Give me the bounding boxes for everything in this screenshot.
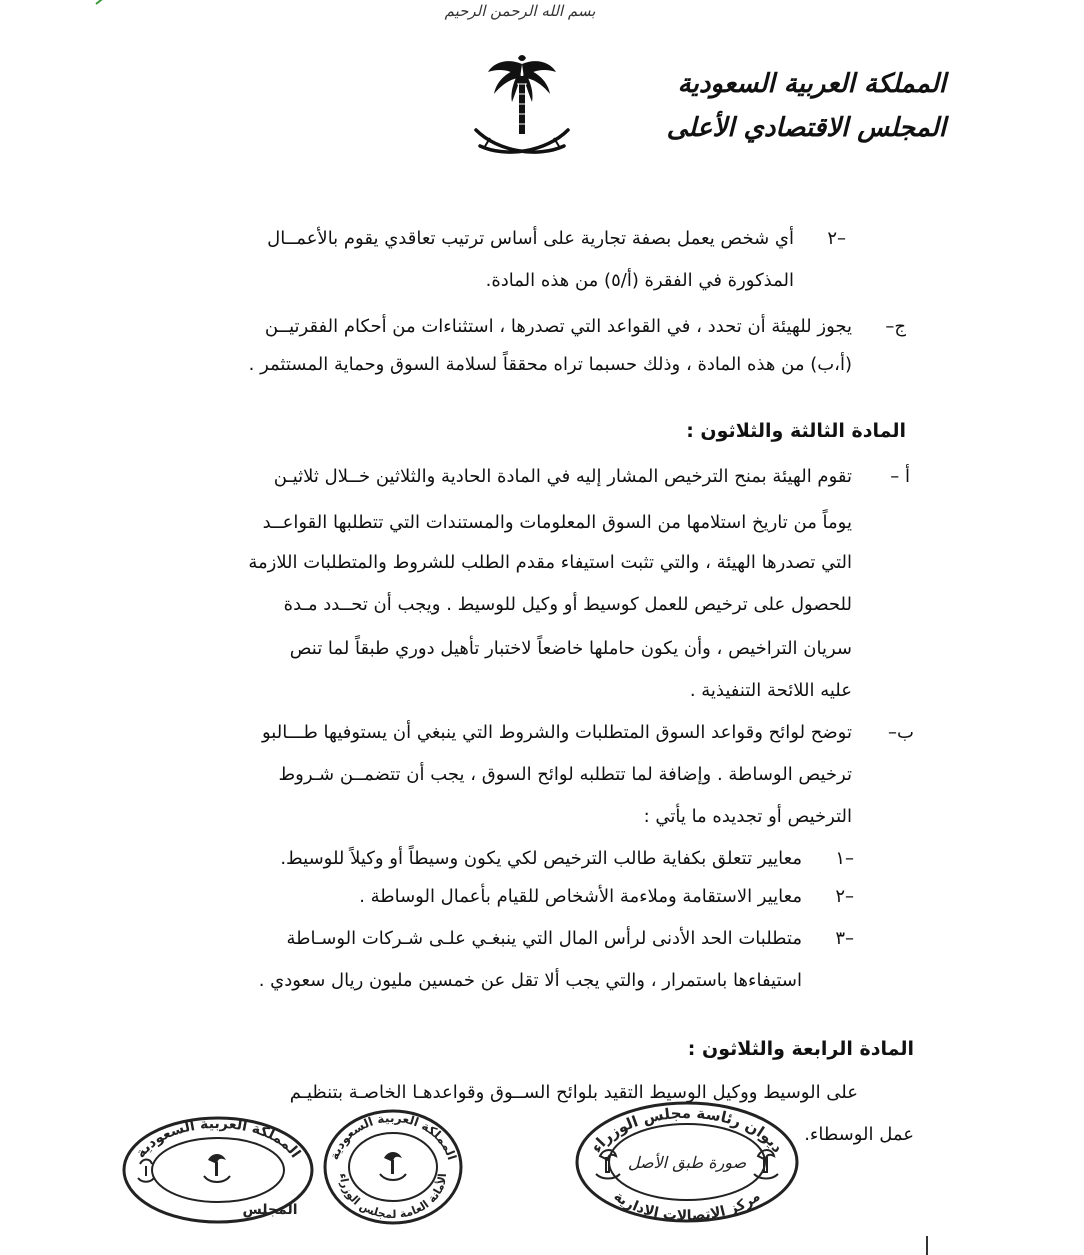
article-33-item-b-line-2: ترخيص الوساطة . وإضافة لما تتطلبه لوائح السوق ، يجب أن تتضمــن شـروط (278, 764, 852, 785)
stamp-left-bottom-text: المجلس (242, 1202, 298, 1218)
article-33-item-b-marker: ب– (888, 722, 914, 743)
article-33-item-a-line-5: سريان التراخيص ، وأن يكون حاملها خاضعاً لاختبار تأهيل دوري طبقاً لما تنص (289, 638, 852, 659)
item-c-line-1: يجوز للهيئة أن تحدد ، في القواعد التي تصدرها ، استثناءات من أحكام الفقرتيــن (264, 316, 852, 337)
article-34-line-1: على الوسيط ووكيل الوسيط التقيد بلوائح الســوق وقواعدهـا الخاصـة بتنظيـم (289, 1082, 858, 1103)
item-c-line-2: (أ،ب) من هذه المادة ، وذلك حسبما تراه محققاً لسلامة السوق وحماية المستثمر . (248, 354, 852, 375)
article-33-item-b-line-3: الترخيص أو تجديده ما يأتي : (643, 806, 852, 827)
subitem-2-line-1: معايير الاستقامة وملاءمة الأشخاص للقيام بأعمال الوساطة . (359, 886, 802, 907)
subitem-2-marker: ٢– (835, 886, 854, 907)
svg-text:مركز الاتصالات الإدارية (611, 1188, 764, 1224)
council-stamp (120, 1114, 316, 1226)
subitem-1-line-1: معايير تتعلق بكفاية طالب الترخيص لكي يكون وسيطاً أو وكيلاً للوسيط. (280, 848, 802, 869)
item-2-marker: ٢– (827, 228, 846, 249)
subitem-3-line-1: متطلبات الحد الأدنى لرأس المال التي ينبغـي علـى شـركات الوسـاطة (286, 928, 802, 949)
page-edge-mark (926, 1236, 928, 1255)
article-33-heading: المادة الثالثة والثلاثون : (686, 420, 906, 442)
article-33-item-a-line-2: يوماً من تاريخ استلامها من السوق المعلومات والمستندات التي تتطلبها القواعــد (262, 512, 852, 533)
letterhead (667, 66, 946, 148)
stamp-right-center-text: صورة طبق الأصل (627, 1153, 747, 1172)
stamp-left-outer-text: المملكة العربية السعودية (132, 1115, 304, 1162)
article-33-item-a-marker: أ – (890, 466, 910, 487)
stamp-middle-emblem-icon (380, 1152, 406, 1180)
article-33-item-a-line-6: عليه اللائحة التنفيذية . (689, 680, 852, 701)
article-34-heading: المادة الرابعة والثلاثون : (687, 1038, 914, 1060)
article-33-item-a-line-1: تقوم الهيئة بمنح الترخيص المشار إليه في المادة الحادية والثلاثين خــلال ثلاثيـن (273, 466, 852, 487)
item-2-line-2: المذكورة في الفقرة (أ/٥) من هذه المادة. (485, 270, 794, 291)
subitem-3-marker: ٣– (835, 928, 854, 949)
subitem-3-line-2: استيفاءها باستمرار ، والتي يجب ألا تقل عن خمسين مليون ريال سعودي . (258, 970, 802, 991)
svg-text:ديوان رئاسة مجلس الوزراء (587, 1104, 787, 1156)
article-33-item-a-line-4: للحصول على ترخيص للعمل كوسيط أو وكيل للوسيط . ويجب أن تحــدد مـدة (283, 594, 852, 615)
basmala: بسم الله الرحمن الرحيم (444, 2, 596, 20)
council-name: المجلس الاقتصادي الأعلى (666, 113, 946, 143)
cabinet-stamp (574, 1100, 800, 1224)
article-33-item-a-line-3: التي تصدرها الهيئة ، والتي تثبت استيفاء مقدم الطلب للشروط والمتطلبات اللازمة (248, 552, 852, 573)
article-33-item-b-line-1: توضح لوائح وقواعد السوق المتطلبات والشروط التي ينبغي أن يستوفيها طـــالبو (261, 722, 852, 743)
kingdom-name: المملكة العربية السعودية (677, 69, 946, 99)
item-2-line-1: أي شخص يعمل بصفة تجارية على أساس ترتيب تعاقدي يقوم بالأعمــال (267, 228, 794, 249)
general-secretariat-stamp (322, 1108, 464, 1226)
article-34-line-2: عمل الوسطاء. (804, 1124, 914, 1145)
subitem-1-marker: ١– (835, 848, 854, 869)
stamp-right-bottom-text: مركز الاتصالات الإدارية (610, 1188, 764, 1224)
saudi-emblem-icon (468, 54, 576, 174)
stamp-middle-outer-text: المملكة العربية السعودية (326, 1110, 460, 1162)
corner-mark-icon (94, 0, 118, 6)
stamp-middle-bottom-text: الأمانة العامة لمجلس الوزراء (336, 1172, 450, 1222)
item-c-marker: ج– (885, 316, 906, 337)
stamp-right-outer-text: ديوان رئاسة مجلس الوزراء (587, 1103, 787, 1157)
